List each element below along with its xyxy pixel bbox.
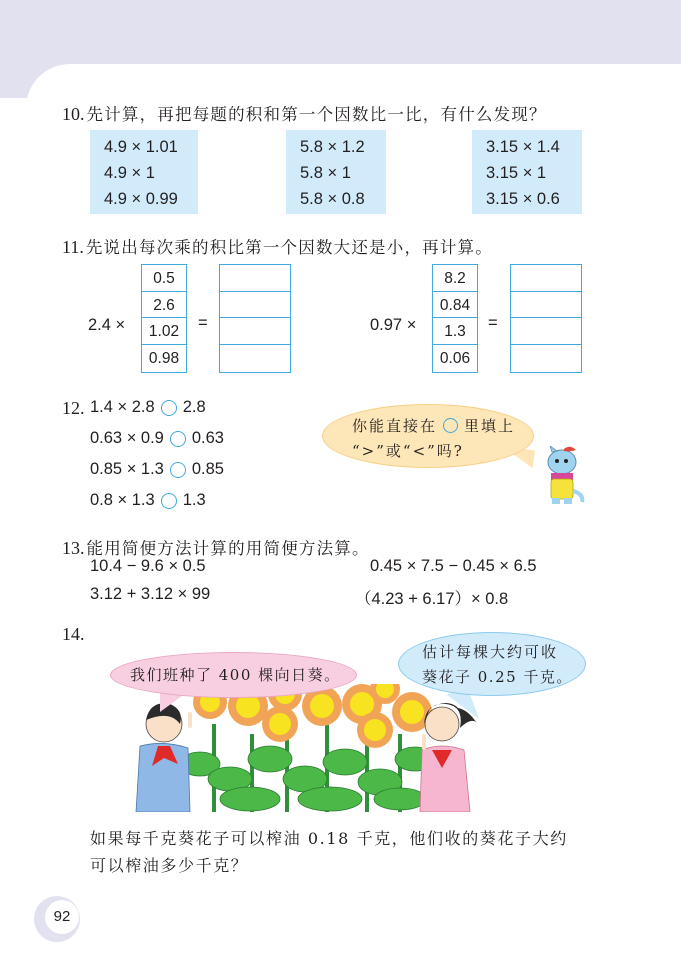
girl-speech-line-2: 葵花子 0.25 千克。 [422,668,573,686]
multiplier-cell: 2.6 [142,292,186,319]
page-number: 92 [53,908,71,925]
q12-row [90,429,224,448]
boy-figure [136,703,192,812]
q11-number: 11. [62,237,84,257]
q12-right-value: 0.85 [191,460,224,478]
q13-number: 13. [62,538,85,558]
q10-group-2 [286,130,386,214]
q10-prompt: 先计算，再把每题的积和第一个因数比一比，有什么发现？ [86,105,547,124]
q13-expression: 10.4 − 9.6 × 0.5 [90,557,206,575]
q11-left-equals: = [198,314,208,332]
compare-circle[interactable] [170,462,186,478]
q11-left-multipliers [141,264,187,373]
cat-bubble-text-b: 里填上 [464,417,516,435]
multiplier-cell: 8.2 [433,265,477,292]
q13-expression: 3.12 + 3.12 × 99 [90,585,211,603]
q12-number: 12. [62,398,85,418]
q10-group-3 [472,130,582,214]
q11-right-factor: 0.97 × [370,316,417,334]
q12-left-expr: 0.85 × 1.3 [90,460,164,478]
multiplier-cell: 0.5 [142,265,186,292]
q11-right-equals: = [488,314,498,332]
compare-circle[interactable] [170,431,186,447]
answer-cell[interactable] [220,318,290,345]
multiplier-cell: 0.84 [433,292,477,319]
q10-expr: 4.9 × 1.01 [104,138,178,156]
q12-row [90,398,206,417]
q11-prompt: 先说出每次乘的积比第一个因数大还是小，再计算。 [85,238,493,257]
answer-cell[interactable] [511,318,581,345]
q10-number: 10. [62,104,85,124]
answer-cell[interactable] [511,265,581,292]
q10-expr: 3.15 × 1.4 [486,138,560,156]
q10-expr: 5.8 × 1.2 [300,138,365,156]
q13-expression: 0.45 × 7.5 − 0.45 × 6.5 [370,557,537,575]
multiplier-cell: 1.3 [433,318,477,345]
answer-cell[interactable] [511,345,581,372]
q11-left-factor: 2.4 × [88,316,126,334]
q13-prompt: 能用简便方法计算的用简便方法算。 [86,539,370,558]
q10-expr: 5.8 × 1 [300,164,351,182]
q12-left-expr: 0.63 × 0.9 [90,429,164,447]
answer-cell[interactable] [511,292,581,319]
q11-left-answers [219,264,291,373]
q10-title [62,101,547,125]
q13-title [62,535,370,559]
cat-bubble-text-a: 你能直接在 [352,417,438,435]
compare-circle[interactable] [161,493,177,509]
q10-expr: 4.9 × 1 [104,164,155,182]
q12-row [90,460,224,479]
boy-speech-text: 我们班种了 400 棵向日葵。 [130,666,341,684]
girl-speech-line-1: 估计每棵大约可收 [422,643,559,661]
q12-row [90,491,206,510]
q10-group-1 [90,130,198,214]
q14-number: 14. [62,624,85,644]
answer-cell[interactable] [220,345,290,372]
circle-icon [443,418,458,433]
q14-number-wrap [62,624,87,645]
q11-title [62,234,493,258]
q12-right-value: 1.3 [182,491,206,509]
q11-right-multipliers [432,264,478,373]
q10-expr: 3.15 × 1 [486,164,547,182]
cat-bubble-line-1 [352,415,515,436]
multiplier-cell: 0.06 [439,349,471,367]
q10-expr: 4.9 × 0.99 [104,190,178,208]
q12-left-expr: 0.8 × 1.3 [90,491,155,509]
multiplier-cell: 1.02 [142,318,186,345]
answer-cell[interactable] [220,265,290,292]
q10-expr: 5.8 × 0.8 [300,190,365,208]
q10-expr: 3.15 × 0.6 [486,190,560,208]
cat-bubble-line-2: “>”或“<”吗? [352,442,464,460]
q12-left-expr: 1.4 × 2.8 [90,398,155,416]
q14-question-line-2: 可以榨油多少千克？ [90,856,249,875]
q11-right-answers [510,264,582,373]
q12-right-value: 0.63 [191,429,224,447]
q14-question-line-1: 如果每千克葵花子可以榨油 0.18 千克，他们收的葵花子大约 [90,829,568,848]
q12-right-value: 2.8 [182,398,206,416]
multiplier-cell: 0.98 [148,349,180,367]
compare-circle[interactable] [161,400,177,416]
answer-cell[interactable] [220,292,290,319]
q13-expression: （4.23 + 6.17）× 0.8 [355,590,509,608]
q12-number-wrap [62,398,87,419]
cat-mascot-icon [538,446,586,508]
